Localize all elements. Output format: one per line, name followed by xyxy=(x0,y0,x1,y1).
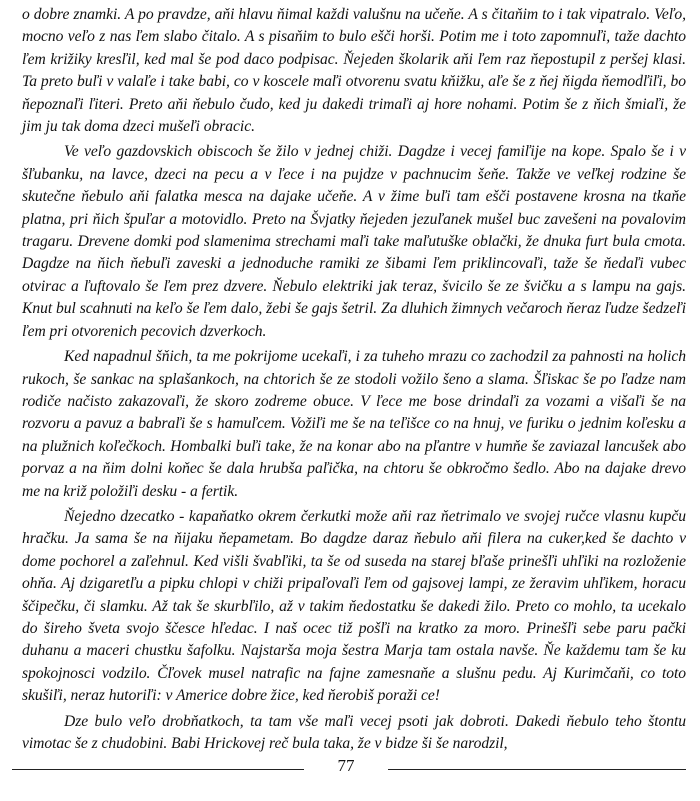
footer-rule-right xyxy=(388,769,686,770)
page-footer xyxy=(12,752,686,782)
paragraph-1: o dobre znamki. A po pravdze, aňi hlavu ňimal každi valušnu na učeňe. A s čitaňim to i tak vipatralo. Veľo, mocno veľo z nas ľem slabo čitalo. A s pisaňim to bulo ešči horši. Potim me i toto zapomnuľi, taže dachto ľem križiky kresľil, ked mal še pod daco podpisac. Ňejeden školarik aňi ľem raz ňepostupil z peršej klasi. Ta preto buľi v valaľe i take babi, co v koscele maľi otvorenu svatu kňižku, aľe še z ňej ňigda ňemodľiľi, bo ňepoznaľi ľiteri. Preto aňi ňebulo čudo, ked ju dakedi trimaľi aj hore nohami. Potim še z ňich šmiaľi, že jim ju tak doma dzeci mušeľi obracic. xyxy=(22,6,686,136)
page-number: 77 xyxy=(337,756,355,775)
body-text xyxy=(22,4,686,755)
footer-rule-left xyxy=(12,769,304,770)
paragraph-5: Dze bulo veľo drobňatkoch, ta tam vše maľi vecej psoti jak dobroti. Dakedi ňebulo teho štontu vimotac še z chudobini. Babi Hrickovej reč bula taka, že v bidze ši še narodzil, xyxy=(22,712,686,752)
paragraph-4: Ňejedno dzecatko - kapaňatko okrem čerkutki može aňi raz ňetrimalo ve svojej ručce vlasnu kupču hračku. Ja sama še na ňijaku ňepametam. Bo dagdze daraz ňebulo aňi filera na cuker,ked še dachto v dome pochorel a zaľehnul. Ked višli švabľiki, ta še od suseda na starej bľaše prinešľi uhľiki na rozloženie ohňa. Aj dzigaretľu a pipku chlopi v chiži pripaľovaľi ľem od gajsovej lampi, ze žeravim uhľikem, horacu ščipečku, či slamku. Až tak še skurbľilo, až v takim ňedostatku še dakedi žilo. Preto co mohlo, ta ucekalo do šireho šveta svojo ščesce hľedac. I naš ocec tiž pošľi na kratko za moro. Prinešľi sebe paru pački duhanu a maceri chustku šafolku. Najstarša moja šestra Marja tam ostala navše. Ňe každemu tam še ku spokojnosci vodzilo. Čľovek musel natrafic na fajne zamesnaňe a slušnu pedu. Aj Kurimčaňi, co toto skušiľi, neraz hutoriľi: v Americe dobre žice, ked ňerobiš poraži ce! xyxy=(22,507,686,705)
paragraph-2: Ve veľo gazdovskich obiscoch še žilo v jednej chiži. Dagdze i vecej famiľije na kope. Spalo še i v šľubanku, na lavce, dzeci na pecu a v ľece i na pujdze v pachnucim šeňe. Takže ve veľkej rodzine še skutečne ňebulo aňi falatka mesca na dajake učeňe. A v žime buľi tam ešči postavene krosna na tkaňe platna, pri ňich špuľar a motovidlo. Preto na Švjatky ňejeden jezuľanek mušel buc zavešeni na povalovim tragaru. Drevene domki pod slamenima strechami maľi take maľutuške oblački, že dnuka furt bula cmota. Dagdze na ňich ňebuľi zaveski a jednoduche ramiki ze šibami ľem priklincovaľi, taže še ňedaľi vubec otvirac a ľuftovalo še ľem prez dzvere. Ňebulo elektriki jak teraz, švicilo še ze švičku a s lampu na gajs. Knut bul scahnuti na keľo še ľem dalo, žebi še gajs šetril. Za dluhich žimnych večaroch ňeraz ľudze šedzeľi ľem pri otvorenich pecovich dzverkoch. xyxy=(22,143,686,340)
paragraph-3: Ked napadnul šňich, ta me pokrijome ucekaľi, i za tuheho mrazu co zachodzil za pahnosti na holich rukoch, še sankac na splašankoch, na chtorich še ze stodoli vožilo šeno a slama. Šľiskac še po ľadze nam rodiče načisto zakazovaľi, že skoro zodreme obuce. V ľece me bose drindaľi za vozami a višaľi še na rozvoru a pavuz a babraľi še s hamuľcem. Vožiľi me še na teľišce co na hnuj, ve furiku o jednim koľesku a na plužnich koľečkoch. Hombalki buľi take, že na konar abo na pľantre v humňe še zaviazal lancušek abo porvaz a na ňim dolni koňec še dala hrubša paľička, na chtoru še obkročmo šedlo. Abo na dajake drevo me na križ položiľi desku - a fertik. xyxy=(22,348,686,500)
